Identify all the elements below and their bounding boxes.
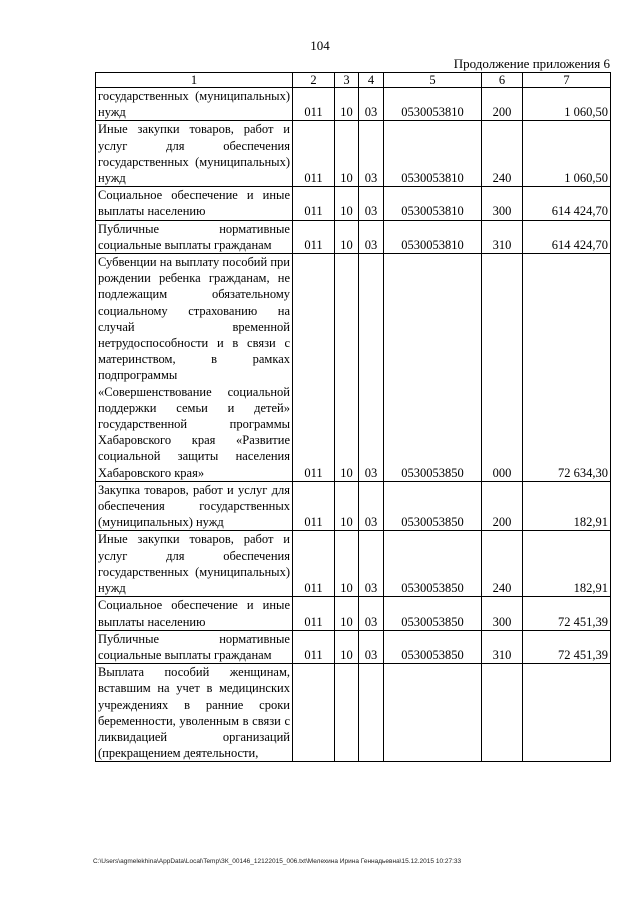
- cell-target-article: 0530053810: [384, 88, 482, 121]
- header-row: [96, 73, 611, 88]
- cell-section: 10: [335, 187, 359, 220]
- cell-subsection: 03: [359, 254, 384, 482]
- table-row: [96, 664, 611, 762]
- cell-expense-type: 310: [482, 220, 523, 253]
- header-col-7: 7: [523, 73, 611, 88]
- cell-amount: 614 424,70: [523, 220, 611, 253]
- cell-amount: 182,91: [523, 531, 611, 597]
- row-name: Публичные нормативные социальные выплаты гражданам: [96, 220, 293, 253]
- footer-file-path: C:\Users\agmelekhina\AppData\Local\Temp\ЗК_00146_12122015_006.txt\Мелехина Ирина Геннадьевна\15.12.2015 10:27:33: [93, 858, 462, 865]
- header-col-4: 4: [359, 73, 384, 88]
- cell-expense-type: 000: [482, 254, 523, 482]
- cell-amount: [523, 664, 611, 762]
- cell-ministry: 011: [293, 531, 335, 597]
- row-name: Иные закупки товаров, работ и услуг для обеспечения государственных (муниципальных) нужд: [96, 121, 293, 187]
- cell-ministry: 011: [293, 187, 335, 220]
- cell-subsection: 03: [359, 220, 384, 253]
- cell-subsection: 03: [359, 531, 384, 597]
- cell-amount: 1 060,50: [523, 88, 611, 121]
- cell-amount: 1 060,50: [523, 121, 611, 187]
- cell-section: 10: [335, 597, 359, 630]
- header-col-3: 3: [335, 73, 359, 88]
- cell-subsection: 03: [359, 597, 384, 630]
- cell-amount: 72 451,39: [523, 597, 611, 630]
- cell-subsection: 03: [359, 630, 384, 663]
- cell-target-article: 0530053810: [384, 121, 482, 187]
- cell-section: 10: [335, 531, 359, 597]
- cell-target-article: 0530053810: [384, 187, 482, 220]
- cell-subsection: 03: [359, 88, 384, 121]
- table-row: [96, 88, 611, 121]
- row-name: Выплата пособий женщинам, вставшим на учет в медицинских учреждениях в ранние сроки беременности, уволенным в связи с ликвидацией организаций (прекращением деятельности,: [96, 664, 293, 762]
- row-name: Публичные нормативные социальные выплаты гражданам: [96, 630, 293, 663]
- continuation-note: Продолжение приложения 6: [453, 56, 610, 71]
- table-row: [96, 597, 611, 630]
- cell-expense-type: 300: [482, 597, 523, 630]
- cell-target-article: 0530053850: [384, 254, 482, 482]
- table-row: [96, 481, 611, 531]
- cell-target-article: 0530053850: [384, 630, 482, 663]
- table-row: [96, 531, 611, 597]
- table-row: [96, 187, 611, 220]
- cell-ministry: 011: [293, 220, 335, 253]
- cell-section: 10: [335, 220, 359, 253]
- cell-amount: 614 424,70: [523, 187, 611, 220]
- cell-amount: 72 451,39: [523, 630, 611, 663]
- cell-expense-type: [482, 664, 523, 762]
- cell-section: 10: [335, 88, 359, 121]
- cell-section: 10: [335, 121, 359, 187]
- cell-ministry: 011: [293, 597, 335, 630]
- cell-section: 10: [335, 254, 359, 482]
- table-row: [96, 121, 611, 187]
- cell-subsection: [359, 664, 384, 762]
- budget-table: [95, 72, 611, 762]
- cell-section: 10: [335, 630, 359, 663]
- cell-ministry: 011: [293, 630, 335, 663]
- cell-ministry: 011: [293, 254, 335, 482]
- cell-subsection: 03: [359, 187, 384, 220]
- row-name: государственных (муниципальных) нужд: [96, 88, 293, 121]
- cell-ministry: [293, 664, 335, 762]
- cell-expense-type: 240: [482, 121, 523, 187]
- header-col-6: 6: [482, 73, 523, 88]
- cell-ministry: 011: [293, 121, 335, 187]
- cell-expense-type: 310: [482, 630, 523, 663]
- cell-expense-type: 300: [482, 187, 523, 220]
- row-name: Закупка товаров, работ и услуг для обеспечения государственных (муниципальных) нужд: [96, 481, 293, 531]
- row-name: Социальное обеспечение и иные выплаты населению: [96, 597, 293, 630]
- cell-amount: 182,91: [523, 481, 611, 531]
- cell-section: 10: [335, 481, 359, 531]
- cell-expense-type: 200: [482, 481, 523, 531]
- table-row: [96, 254, 611, 482]
- cell-section: [335, 664, 359, 762]
- cell-subsection: 03: [359, 481, 384, 531]
- page-number: 104: [310, 38, 330, 53]
- cell-target-article: 0530053850: [384, 597, 482, 630]
- cell-target-article: 0530053850: [384, 531, 482, 597]
- cell-expense-type: 200: [482, 88, 523, 121]
- table-row: [96, 630, 611, 663]
- header-col-1: 1: [96, 73, 293, 88]
- cell-ministry: 011: [293, 481, 335, 531]
- row-name: Субвенции на выплату пособий при рождении ребенка гражданам, не подлежащим обязательному социальному страхованию на случай временной нетрудоспособности и в связи с материнством, в рамках подпрограммы «Совершенствование социальной поддержки семьи и детей» государственной программы Хабаровского края «Развитие социальной защиты населения Хабаровского края»: [96, 254, 293, 482]
- cell-amount: 72 634,30: [523, 254, 611, 482]
- row-name: Социальное обеспечение и иные выплаты населению: [96, 187, 293, 220]
- header-col-2: 2: [293, 73, 335, 88]
- header-col-5: 5: [384, 73, 482, 88]
- cell-expense-type: 240: [482, 531, 523, 597]
- cell-subsection: 03: [359, 121, 384, 187]
- table-row: [96, 220, 611, 253]
- cell-target-article: 0530053810: [384, 220, 482, 253]
- cell-ministry: 011: [293, 88, 335, 121]
- cell-target-article: [384, 664, 482, 762]
- cell-target-article: 0530053850: [384, 481, 482, 531]
- row-name: Иные закупки товаров, работ и услуг для обеспечения государственных (муниципальных) нужд: [96, 531, 293, 597]
